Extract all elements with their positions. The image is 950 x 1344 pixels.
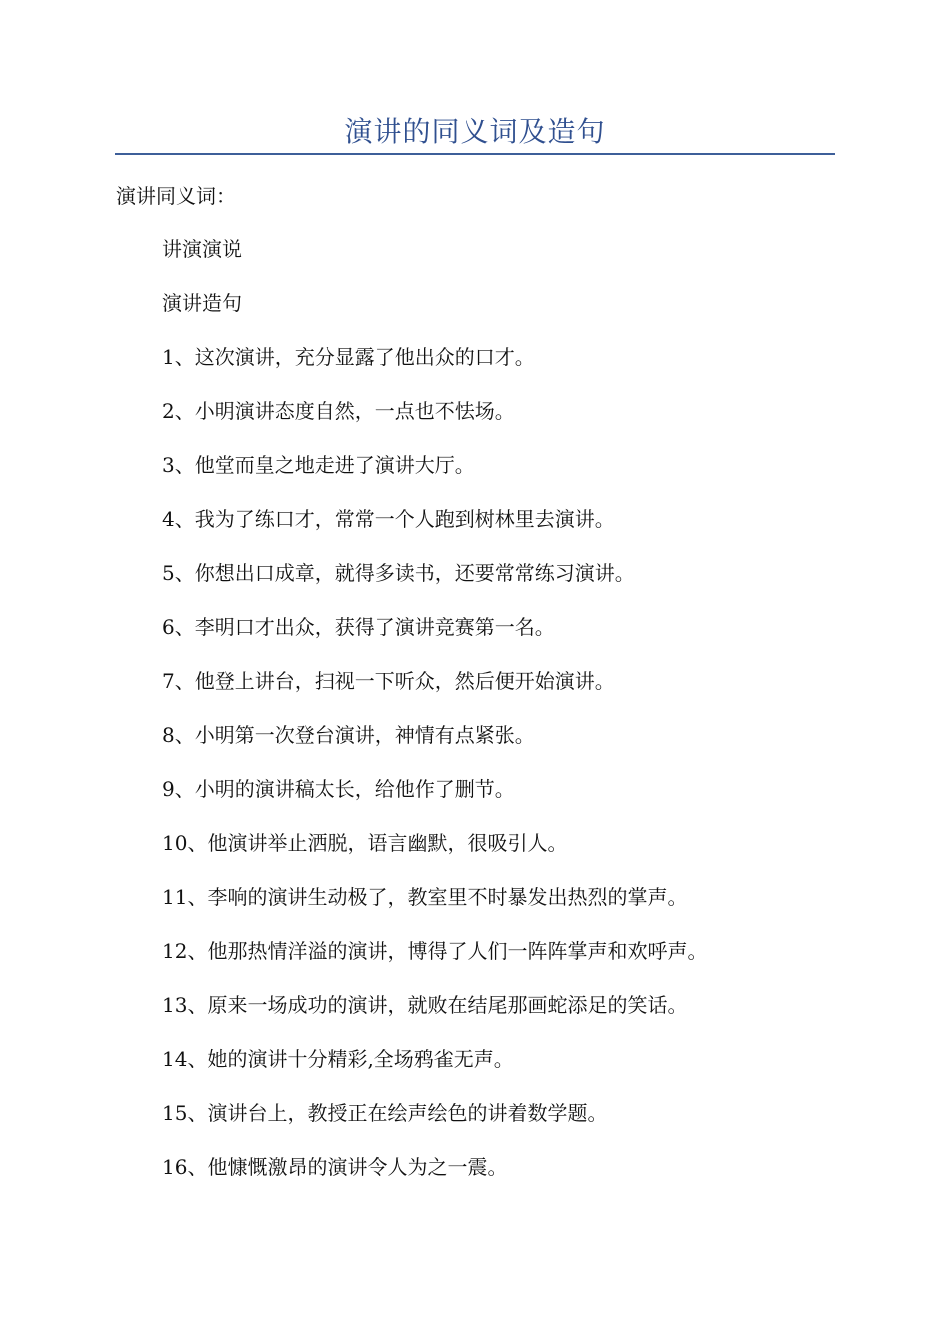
title-underline-rule (115, 153, 835, 155)
body-lines (162, 233, 707, 1205)
sentence-item: 12、他那热情洋溢的演讲，博得了人们一阵阵掌声和欢呼声。 (162, 939, 708, 963)
sentence-item: 7、他登上讲台，扫视一下听众，然后便开始演讲。 (162, 669, 615, 693)
sentence-item: 5、你想出口成章，就得多读书，还要常常练习演讲。 (162, 561, 635, 585)
sentences-heading: 演讲造句 (162, 291, 242, 315)
sentence-item: 1、这次演讲，充分显露了他出众的口才。 (162, 345, 535, 369)
synonyms-text: 讲演演说 (162, 237, 242, 261)
sentence-item: 6、李明口才出众，获得了演讲竞赛第一名。 (162, 615, 555, 639)
sentence-item: 8、小明第一次登台演讲，神情有点紧张。 (162, 723, 535, 747)
sentence-item: 10、他演讲举止洒脱，语言幽默，很吸引人。 (162, 831, 568, 855)
sentence-item: 16、他慷慨激昂的演讲令人为之一震。 (162, 1155, 508, 1179)
sentence-item: 15、演讲台上，教授正在绘声绘色的讲着数学题。 (162, 1101, 608, 1125)
document-title: 演讲的同义词及造句 (344, 115, 606, 148)
sentence-item: 13、原来一场成功的演讲，就败在结尾那画蛇添足的笑话。 (162, 993, 688, 1017)
sentence-item: 9、小明的演讲稿太长，给他作了删节。 (162, 777, 515, 801)
sentence-item: 3、他堂而皇之地走进了演讲大厅。 (162, 453, 475, 477)
sentence-item: 11、李响的演讲生动极了，教室里不时暴发出热烈的掌声。 (162, 885, 688, 909)
sentence-item: 14、她的演讲十分精彩,全场鸦雀无声。 (162, 1047, 514, 1071)
synonyms-heading: 演讲同义词： (116, 184, 236, 208)
sentence-item: 2、小明演讲态度自然，一点也不怯场。 (162, 399, 515, 423)
sentence-item: 4、我为了练口才，常常一个人跑到树林里去演讲。 (162, 507, 615, 531)
